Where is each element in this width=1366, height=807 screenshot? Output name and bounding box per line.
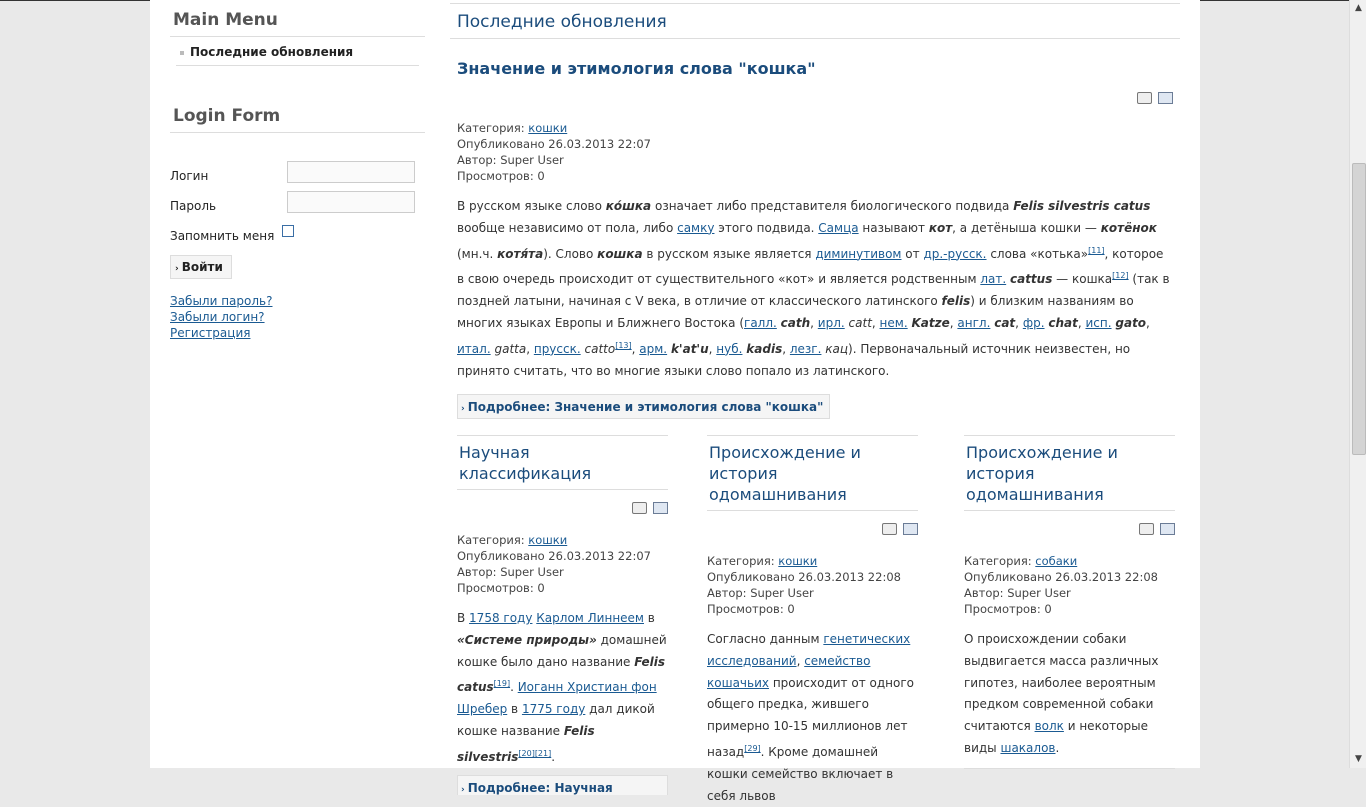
main-content [450,0,1180,419]
article-column-3 [964,435,1175,769]
bullet-icon [180,51,184,55]
forgot-login-link[interactable]: Забыли логин? [170,310,265,324]
article-column-1 [457,435,668,795]
read-more-button[interactable] [457,394,830,419]
email-icon[interactable] [653,502,668,514]
password-label: Пароль [170,199,217,213]
chevron-right-icon: › [175,264,179,274]
chevron-right-icon: › [461,784,465,795]
article-title[interactable]: Происхождение и история одомашнивания [964,435,1175,511]
author: Автор: Super User [457,153,564,167]
login-submit-button[interactable] [170,255,232,279]
remember-row [170,221,425,251]
print-icon[interactable] [882,523,897,535]
login-submit-label: Войти [181,260,223,274]
view-count: Просмотров: 0 [964,602,1052,616]
category-link[interactable]: собаки [1035,554,1078,568]
article-body: Согласно данным генетических исследований, семейство кошачьих происходит от одного общего предка, жившего примерно 10-15 миллионов лет назад[29]. Кроме домашней кошки семейство включает в себя львов [707,632,914,803]
article-body: В 1758 году Карлом Линнеем в «Системе природы» домашней кошке было дано название Felis catus[19]. Иоганн Христиан фон Шребер в 1775 году дал дикой кошке название Felis silvestris[20][21]. [457,611,667,764]
view-count: Просмотров: 0 [457,581,545,595]
sidebar [170,0,425,341]
login-label: Логин [170,169,209,183]
published-date: Опубликовано 26.03.2013 22:08 [964,570,1158,584]
read-more-label: Подробнее: Значение и этимология слова "кошка" [467,400,824,415]
category-label: Категория: [457,121,525,135]
email-icon[interactable] [1158,92,1173,104]
read-more-button[interactable] [457,775,668,795]
category-label: Категория: [457,533,525,547]
category-link[interactable]: кошки [778,554,818,568]
password-row [170,191,425,221]
published-date: Опубликовано 26.03.2013 22:07 [457,137,651,151]
article-icons [707,523,918,537]
category-link[interactable]: кошки [528,121,568,135]
vertical-scrollbar[interactable] [1349,0,1366,768]
forgot-password-link[interactable]: Забыли пароль? [170,294,273,308]
article-meta [707,553,918,617]
menu-item-latest[interactable] [176,37,419,66]
chevron-right-icon: › [461,404,465,415]
read-more-label: Подробнее: Научная [467,780,613,795]
author: Автор: Super User [707,586,814,600]
scroll-down-icon[interactable]: ▼ [1355,754,1362,764]
featured-article-body: В русском языке слово ко́шка означает либо представителя биологического подвида Felis silvestris catus вообще независимо от пола, либо самку этого подвида. Самца называют кот, а детёныша кошки — котёнок (мн.ч. котя́та). Слово кошка в русском языке является диминутивом от др.-русск. слова «котька»[11], которое в свою очередь происходит от существительного «кот» и является родственным лат. cattus — кошка[12] (так в поздней латыни, начиная с V века, в отличие от классического латинского felis) и близким названиям во многих языках Европы и Ближнего Востока (галл. cath, ирл. catt, нем. Katze, англ. cat, фр. chat, исп. gato, итал. gatta, прусск. catto[13], арм. k'at'u, нуб. kadis, лезг. кац). Первоначальный источник неизвестен, но принято считать, что во многие языки слово попало из латинского. [457,199,1170,378]
published-date: Опубликовано 26.03.2013 22:07 [457,549,651,563]
featured-article-title[interactable]: Значение и этимология слова "кошка" [457,59,816,78]
published-date: Опубликовано 26.03.2013 22:08 [707,570,901,584]
author: Автор: Super User [964,586,1071,600]
article-column-2 [707,435,918,807]
password-input[interactable] [287,191,415,213]
main-menu-title: Main Menu [170,0,425,37]
article-title[interactable]: Происхождение и история одомашнивания [707,435,918,511]
scrollbar-thumb[interactable] [1352,163,1366,455]
email-icon[interactable] [1160,523,1175,535]
print-icon[interactable] [1137,92,1152,104]
email-icon[interactable] [903,523,918,535]
article-title[interactable]: Научная классификация [457,435,668,490]
author: Автор: Super User [457,565,564,579]
article-icons [964,523,1175,537]
article-icons [457,92,1173,106]
article-body: О происхождении собаки выдвигается масса различных гипотез, наиболее вероятным предком современной собаки считаются волк и некоторые виды шакалов. [964,632,1159,755]
print-icon[interactable] [1139,523,1154,535]
article-meta [964,553,1175,617]
login-links [170,293,425,341]
main-menu [170,37,425,66]
login-input[interactable] [287,161,415,183]
view-count: Просмотров: 0 [707,602,795,616]
login-form-title: Login Form [170,96,425,133]
category-label: Категория: [964,554,1032,568]
scroll-up-icon[interactable]: ▲ [1355,3,1362,13]
view-count: Просмотров: 0 [457,169,545,183]
featured-meta [457,120,1173,184]
register-link[interactable]: Регистрация [170,326,251,340]
remember-checkbox[interactable] [282,225,294,237]
category-link[interactable]: кошки [528,533,568,547]
category-label: Категория: [707,554,775,568]
menu-item-label: Последние обновления [190,45,354,59]
print-icon[interactable] [632,502,647,514]
page-title: Последние обновления [450,3,1180,39]
remember-label: Запомнить меня [170,229,275,243]
login-row [170,161,425,191]
article-meta [457,532,668,596]
article-icons [457,502,668,516]
